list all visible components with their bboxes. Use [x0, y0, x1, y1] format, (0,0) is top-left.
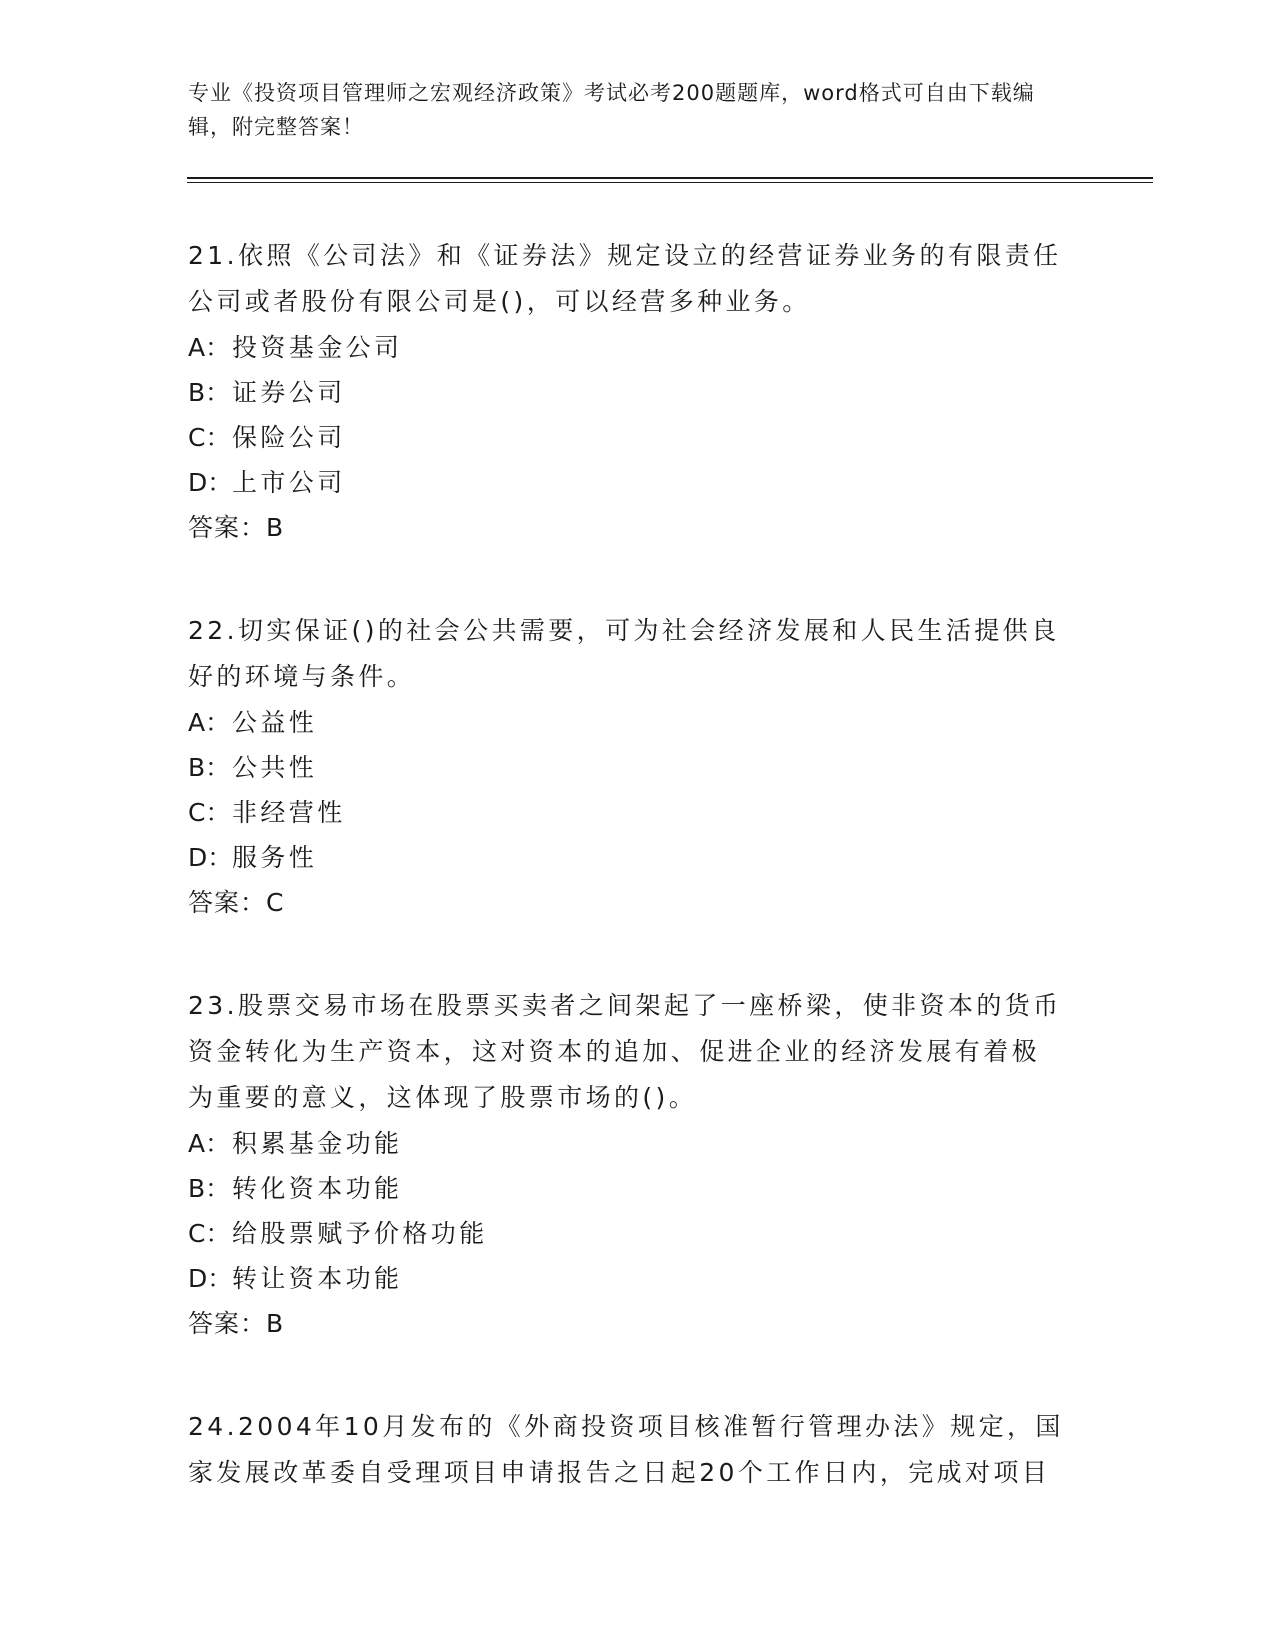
option-text: 公共性 — [232, 753, 318, 782]
option-c — [188, 415, 1068, 460]
option-key: D： — [188, 1264, 233, 1293]
question-stem: 21.依照《公司法》和《证券法》规定设立的经营证券业务的有限责任公司或者股份有限公司是()，可以经营多种业务。 — [188, 241, 1062, 316]
option-text: 上市公司 — [232, 468, 346, 497]
option-text: 给股票赋予价格功能 — [232, 1219, 488, 1248]
answer-label: 答案： — [188, 1309, 267, 1338]
option-text: 保险公司 — [232, 423, 346, 452]
question-list — [188, 233, 1068, 1554]
option-b — [188, 1166, 1068, 1211]
question-21 — [188, 233, 1068, 550]
option-d — [188, 460, 1068, 505]
option-text: 证券公司 — [232, 378, 346, 407]
option-c — [188, 790, 1068, 835]
option-key: A： — [188, 1129, 231, 1158]
header-divider-thin — [187, 182, 1153, 183]
answer-line — [188, 880, 1068, 925]
answer-value: B — [266, 513, 285, 542]
option-c — [188, 1211, 1068, 1256]
option-key: A： — [188, 708, 231, 737]
header-note: 专业《投资项目管理师之宏观经济政策》考试必考200题题库，word格式可自由下载编辑，附完整答案！ — [188, 81, 1035, 139]
option-text: 服务性 — [232, 843, 318, 872]
option-b — [188, 370, 1068, 415]
question-stem: 24.2004年10月发布的《外商投资项目核准暂行管理办法》规定，国家发展改革委自受理项目申请报告之日起20个工作日内，完成对项目 — [188, 1412, 1064, 1487]
option-key: C： — [188, 423, 231, 452]
question-22 — [188, 608, 1068, 925]
answer-value: B — [266, 1309, 285, 1338]
option-a — [188, 700, 1068, 745]
option-d — [188, 1256, 1068, 1301]
question-23 — [188, 983, 1068, 1346]
option-key: B： — [188, 378, 231, 407]
answer-label: 答案： — [188, 888, 267, 917]
question-stem: 23.股票交易市场在股票买卖者之间架起了一座桥梁，使非资本的货币资金转化为生产资本，这对资本的追加、促进企业的经济发展有着极为重要的意义，这体现了股票市场的()。 — [188, 991, 1062, 1112]
option-a — [188, 1121, 1068, 1166]
answer-line — [188, 505, 1068, 550]
option-key: D： — [188, 468, 233, 497]
option-key: C： — [188, 798, 231, 827]
option-key: D： — [188, 843, 233, 872]
option-a — [188, 325, 1068, 370]
question-24 — [188, 1404, 1068, 1496]
option-d — [188, 835, 1068, 880]
option-text: 积累基金功能 — [232, 1129, 403, 1158]
option-text: 非经营性 — [232, 798, 346, 827]
option-text: 转化资本功能 — [232, 1174, 403, 1203]
answer-line — [188, 1301, 1068, 1346]
option-text: 投资基金公司 — [232, 333, 403, 362]
option-key: C： — [188, 1219, 231, 1248]
option-key: B： — [188, 753, 231, 782]
option-text: 转让资本功能 — [232, 1264, 403, 1293]
header-divider — [187, 177, 1153, 179]
answer-value: C — [266, 888, 285, 917]
option-text: 公益性 — [232, 708, 318, 737]
answer-label: 答案： — [188, 513, 267, 542]
option-key: B： — [188, 1174, 231, 1203]
option-key: A： — [188, 333, 231, 362]
option-b — [188, 745, 1068, 790]
question-stem: 22.切实保证()的社会公共需要，可为社会经济发展和人民生活提供良好的环境与条件。 — [188, 616, 1060, 691]
